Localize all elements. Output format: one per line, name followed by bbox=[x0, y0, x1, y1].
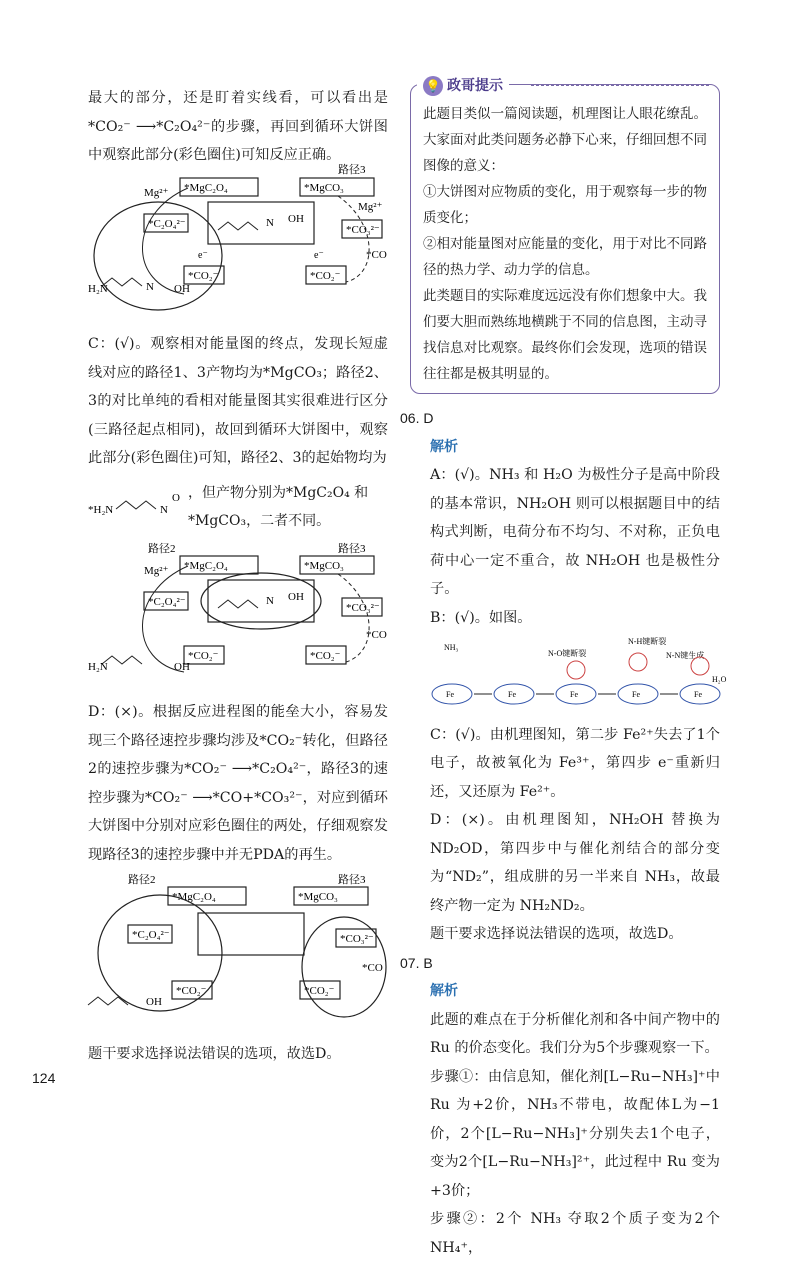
fe-complex-4 bbox=[618, 684, 658, 704]
bottom-oh-b: OH bbox=[174, 660, 190, 673]
fe-complex-1 bbox=[432, 684, 472, 704]
bottom-h2n-b: H₂N bbox=[88, 660, 108, 673]
label-co2-right-b: *CO₂⁻ bbox=[310, 649, 341, 662]
label-co-b: *CO bbox=[366, 628, 387, 641]
left-para-3: ，但产物分别为*MgC₂O₄ 和*MgCO₃，二者不同。 bbox=[188, 484, 369, 529]
label-co2-left-b: *CO₂⁻ bbox=[188, 649, 219, 662]
mech-nn: N-N键生成 bbox=[666, 651, 705, 660]
svg-text:Fe: Fe bbox=[570, 690, 578, 699]
label-mgc2o4: *MgC₂O₄ bbox=[184, 181, 228, 194]
bottom-h2n: H₂N bbox=[88, 282, 108, 295]
q6-a: A：(√)。NH₃ 和 H₂O 为极性分子是高中阶段的基本常识，NH₂OH 则可以根据题目中的结构式判断，电荷分布不均匀、不对称，正负电荷中心一定不重合，故 NH₂OH 也是极性分子。 bbox=[430, 467, 720, 597]
bottom-chain bbox=[102, 278, 142, 286]
center-chain bbox=[218, 222, 258, 230]
bottom-oh-c: OH bbox=[146, 996, 162, 1008]
label-co: *CO bbox=[366, 248, 387, 261]
cycle-arc-left bbox=[142, 188, 188, 294]
highlight-no bbox=[567, 661, 585, 679]
inline-molecule-row bbox=[88, 479, 388, 536]
tip-dashed-line bbox=[531, 85, 709, 86]
label-co3: *CO₃²⁻ bbox=[346, 223, 380, 236]
mol-chain bbox=[116, 501, 156, 509]
right-column bbox=[400, 78, 727, 1262]
label-mgco3: *MgCO₃ bbox=[304, 181, 344, 194]
left-column bbox=[88, 84, 388, 1068]
mechanism-svg bbox=[430, 632, 730, 710]
center-box-c bbox=[198, 913, 304, 955]
left-para-2: C：(√)。观察相对能量图的终点，发现长短虚线对应的路径1、3产物均为*MgCO₃；路径2、3的对比单纯的看相对能量图其实很难进行区分(三路径起点相同)，故回到循环大饼图中，观察此部分(彩色圈住)可知，路径2、3的起始物均为 bbox=[88, 336, 388, 466]
q7-p1: 此题的难点在于分析催化剂和各中间产物中的 Ru 的价态变化。我们分为5个步骤观察一下。 bbox=[430, 1011, 720, 1056]
inline-molecule bbox=[88, 489, 188, 525]
label-co-c: *CO bbox=[362, 962, 383, 974]
mech-no: N-O键断裂 bbox=[548, 649, 587, 658]
svg-text:Fe: Fe bbox=[446, 690, 454, 699]
left-para-1: 最大的部分，还是盯着实线看，可以看出是*CO₂⁻ ⟶*C₂O₄²⁻的步骤，再回到循环大饼图中观察此部分(彩色圈住)可知反应正确。 bbox=[88, 90, 388, 163]
label-co2-right-c: *CO₂⁻ bbox=[304, 985, 335, 997]
tip-line-4: 此类题目的实际难度远远没有你们想象中大。我们要大胆而熟练地横跳于不同的信息图，主动寻找信息对比观察。最终你们会发现，选项的错误往往都是极其明显的。 bbox=[423, 288, 707, 382]
label-mg-left: Mg²⁺ bbox=[144, 186, 169, 199]
tip-header bbox=[417, 73, 509, 99]
q7-p3: 步骤②：2个 NH₃ 夺取2个质子变为2个 NH₄⁺， bbox=[430, 1211, 720, 1256]
mol-label: *H₂N bbox=[88, 504, 114, 516]
q7-jiexi: 解析 bbox=[430, 983, 458, 999]
cycle-diagram-1-svg bbox=[88, 163, 388, 314]
fe-complex-5 bbox=[680, 684, 720, 704]
label-c2o4-c: *C₂O₄²⁻ bbox=[132, 929, 170, 941]
page-number: 124 bbox=[32, 1070, 56, 1086]
tip-line-1: 此题目类似一篇阅读题，机理图让人眼花缭乱。大家面对此类问题务必静下心来，仔细回想不同图像的意义： bbox=[423, 106, 707, 174]
center-oh-b: OH bbox=[288, 590, 304, 603]
q7-number: 07. B bbox=[400, 954, 433, 971]
cycle-diagram-2-svg bbox=[88, 542, 388, 682]
label-mgc2o4-b: *MgC₂O₄ bbox=[184, 559, 228, 572]
q6-jiexi: 解析 bbox=[430, 438, 458, 455]
highlight-nh bbox=[629, 653, 647, 671]
bottom-oh: OH bbox=[174, 282, 190, 295]
svg-text:Fe: Fe bbox=[508, 690, 516, 699]
center-chain-b bbox=[218, 600, 258, 608]
fe-complex-2 bbox=[494, 684, 534, 704]
label-co3-c: *CO₃²⁻ bbox=[340, 933, 374, 945]
q6-e: 题干要求选择说法错误的选项，故选D。 bbox=[430, 926, 683, 942]
label-path3-c: 路径3 bbox=[338, 874, 366, 886]
label-mgco3-b: *MgCO₃ bbox=[304, 559, 344, 572]
mech-nh3: NH₃ bbox=[444, 643, 459, 652]
left-para-5: 题干要求选择说法错误的选项，故选D。 bbox=[88, 1045, 341, 1062]
label-path2: 路径2 bbox=[148, 542, 176, 555]
label-c2o4-b: *C₂O₄²⁻ bbox=[148, 595, 186, 608]
tip-box bbox=[410, 78, 720, 394]
center-n: N bbox=[266, 216, 274, 229]
label-path3-b: 路径3 bbox=[338, 542, 366, 555]
svg-text:Fe: Fe bbox=[632, 690, 640, 699]
bottom-chain-b bbox=[102, 656, 142, 664]
mechanism-figure bbox=[410, 632, 727, 721]
cycle-arc-left-b bbox=[142, 566, 188, 672]
cycle-diagram-3-svg bbox=[88, 873, 388, 1023]
label-e-right: e⁻ bbox=[314, 249, 324, 261]
label-mgco3-c: *MgCO₃ bbox=[298, 891, 338, 903]
label-co2-right: *CO₂⁻ bbox=[310, 269, 341, 282]
bottom-n: N bbox=[146, 280, 154, 293]
label-co3-b: *CO₃²⁻ bbox=[346, 601, 380, 614]
q7-p2: 步骤①：由信息知，催化剂[L−Ru−NH₃]⁺中 Ru 为+2价，NH₃不带电，故配体L为−1价，2个[L−Ru−NH₃]⁺分别失去1个电子，变为2个[L−Ru−NH₃]²⁺，此过程中 Ru 变为+3价； bbox=[430, 1068, 720, 1199]
center-oh: OH bbox=[288, 212, 304, 225]
mech-nh: N-H键断裂 bbox=[628, 637, 667, 646]
center-n-b: N bbox=[266, 594, 274, 607]
label-mg-b: Mg²⁺ bbox=[144, 564, 169, 577]
label-co2-left-c: *CO₂⁻ bbox=[176, 985, 207, 997]
q6-c: C：(√)。由机理图知，第二步 Fe²⁺失去了1个电子，故被氧化为 Fe³⁺，第四步 e⁻重新归还，又还原为 Fe²⁺。 bbox=[430, 726, 720, 800]
cycle-diagram-2 bbox=[88, 542, 388, 693]
tip-line-2: ①大饼图对应物质的变化，用于观察每一步的物质变化； bbox=[423, 184, 707, 226]
tip-line-3: ②相对能量图对应能量的变化，用于对比不同路径的热力学、动力学的信息。 bbox=[423, 236, 707, 278]
label-mg-right: Mg²⁺ bbox=[358, 200, 383, 213]
label-path2-c: 路径2 bbox=[128, 874, 156, 886]
label-mgc2o4-c: *MgC₂O₄ bbox=[172, 891, 216, 903]
label-c2o4: *C₂O₄²⁻ bbox=[148, 217, 186, 230]
left-para-4: D：(×)。根据反应进程图的能垒大小，容易发现三个路径速控步骤均涉及*CO₂⁻转化，但路径2的速控步骤为*CO₂⁻ ⟶*C₂O₄²⁻，路径3的速控步骤为*CO₂⁻ ⟶*CO+*CO₃²⁻，对应到循环大饼图中分别对应彩色圈住的两处，仔细观察发现路径3的速控步骤中并无PDA的再生。 bbox=[88, 704, 388, 863]
fe-complex-3 bbox=[556, 684, 596, 704]
cycle-diagram-3 bbox=[88, 873, 388, 1034]
q6-d: D：(×)。由机理图知，NH₂OH 替换为 ND₂OD，第四步中与催化剂结合的部分变为“ND₂”，组成肼的另一半来自 NH₃，故最终产物一定为 NH₂ND₂。 bbox=[430, 812, 720, 914]
q6-b: B：(√)。如图。 bbox=[430, 609, 532, 626]
mech-h2o: H₂O bbox=[712, 675, 727, 684]
q6-number: 06. D bbox=[400, 410, 434, 426]
cycle-arc-right-b bbox=[338, 574, 369, 662]
svg-text:Fe: Fe bbox=[694, 690, 702, 699]
lightbulb-icon: 💡 bbox=[423, 76, 443, 96]
label-e-left: e⁻ bbox=[198, 249, 208, 261]
mol-o: O bbox=[172, 492, 180, 504]
label-path3: 路径3 bbox=[338, 163, 366, 176]
tip-title: 政哥提示 bbox=[447, 78, 503, 94]
mol-n: N bbox=[160, 504, 168, 516]
label-co2-left: *CO₂⁻ bbox=[188, 269, 219, 282]
cycle-diagram-1 bbox=[88, 163, 388, 325]
